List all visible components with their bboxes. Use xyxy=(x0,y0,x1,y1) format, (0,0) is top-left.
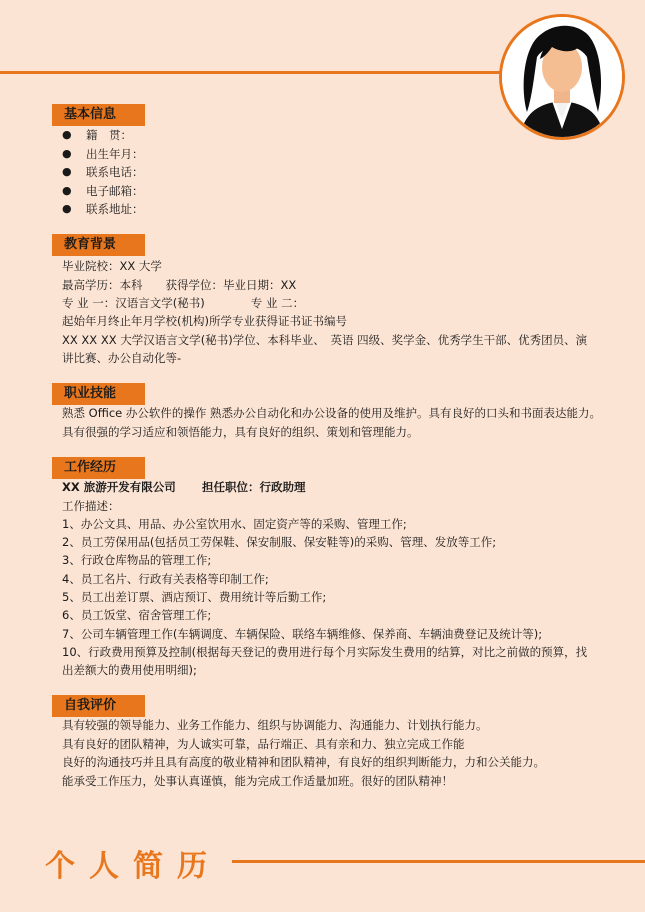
education-line: XX XX XX 大学汉语言文学(秘书)学位、本科毕业、 英语 四级、奖学金、优秀学生干部、优秀团员、演 xyxy=(62,333,588,347)
education-line: 起始年月终止年月学校(机构)所学专业获得证书证书编号 xyxy=(62,314,347,328)
skills-line: 熟悉 Office 办公软件的操作 熟悉办公自动化和办公设备的使用及维护。具有良好的口头和书面表达能力。 xyxy=(62,406,602,420)
work-line: 4、员工名片、行政有关表格等印制工作; xyxy=(62,572,269,586)
basic-item-hometown: 籍 贯： xyxy=(86,128,132,142)
work-line: 7、公司车辆管理工作(车辆调度、车辆保险、联络车辆维修、保养商、车辆油费登记及统计等); xyxy=(62,627,543,641)
self-line: 具有较强的领导能力、业务工作能力、组织与协调能力、沟通能力、计划执行能力。 xyxy=(62,718,488,732)
bullet-icon: ● xyxy=(62,202,72,215)
woman-avatar-icon xyxy=(502,17,622,137)
education-line: 最高学历：本科 获得学位：毕业日期：XX xyxy=(62,278,297,292)
work-line: 1、办公文具、用品、办公室饮用水、固定资产等的采购、管理工作; xyxy=(62,517,407,531)
work-position: 担任职位：行政助理 xyxy=(202,480,306,494)
section-basic-info: 基本信息 xyxy=(52,104,145,126)
self-line: 良好的沟通技巧并且具有高度的敬业精神和团队精神，有良好的组织判断能力，力和公关能力。 xyxy=(62,755,545,769)
section-self-evaluation: 自我评价 xyxy=(52,695,145,717)
work-line: 6、员工饭堂、宿舍管理工作; xyxy=(62,608,212,622)
section-underline xyxy=(52,255,145,256)
skills-line: 具有很强的学习适应和领悟能力，具有良好的组织、策划和管理能力。 xyxy=(62,425,419,439)
list-item xyxy=(62,163,144,182)
work-line: 3、行政仓库物品的管理工作; xyxy=(62,553,212,567)
basic-item-phone: 联系电话： xyxy=(86,165,144,179)
list-item xyxy=(62,126,144,145)
education-line: 讲比赛、办公自动化等- xyxy=(62,351,182,365)
bullet-icon: ● xyxy=(62,165,72,178)
basic-item-birth: 出生年月： xyxy=(86,146,144,161)
section-work: 工作经历 xyxy=(52,457,145,479)
bullet-icon: ● xyxy=(62,128,72,141)
header-rule xyxy=(0,71,500,74)
work-line: 5、员工出差订票、酒店预订、费用统计等后勤工作; xyxy=(62,590,327,604)
education-line: 专 业 一：汉语言文学(秘书) 专 业 二： xyxy=(62,296,305,310)
work-line: 10、行政费用预算及控制(根据每天登记的费用进行每个月实际发生费用的结算，对比之前做的预算，找 xyxy=(62,645,588,659)
education-line: 毕业院校：XX 大学 xyxy=(62,259,162,273)
work-company: XX 旅游开发有限公司 xyxy=(62,480,176,494)
bullet-icon: ● xyxy=(62,146,72,160)
work-line: 出差额大的费用使用明细); xyxy=(62,663,197,677)
section-skills: 职业技能 xyxy=(52,383,145,405)
footer-title: 个人简历 xyxy=(45,849,221,884)
basic-info-list xyxy=(62,126,144,219)
work-line: 2、员工劳保用品(包括员工劳保鞋、保安制服、保安鞋等)的采购、管理、发放等工作; xyxy=(62,535,497,549)
list-item xyxy=(62,200,144,219)
list-item xyxy=(62,145,144,164)
avatar xyxy=(499,14,625,140)
basic-item-email: 电子邮箱： xyxy=(86,183,144,198)
list-item xyxy=(62,182,144,201)
self-line: 能承受工作压力，处事认真谨慎，能为完成工作适量加班。很好的团队精神！ xyxy=(62,774,453,788)
basic-item-address: 联系地址： xyxy=(86,202,144,216)
bullet-icon: ● xyxy=(62,183,72,197)
section-education: 教育背景 xyxy=(52,234,145,256)
self-line: 具有良好的团队精神，为人诚实可靠，品行端正、具有亲和力、独立完成工作能 xyxy=(62,737,465,751)
footer-rule xyxy=(232,860,645,863)
work-line: 工作描述： xyxy=(62,499,120,513)
